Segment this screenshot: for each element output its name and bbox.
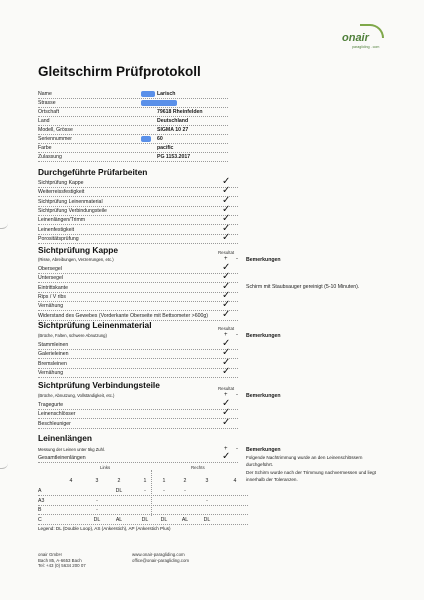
- footer-right-line: www.onair-paragliding.com: [132, 552, 185, 557]
- kappe-item: Rips / V ribs: [38, 293, 66, 300]
- grid-rule: [38, 495, 248, 496]
- verbindung-rule: [38, 428, 238, 429]
- durchgef-rule: [38, 187, 238, 188]
- grid-col-header: 2: [183, 478, 187, 484]
- leinen-item: Vernähung: [38, 369, 64, 376]
- kappe-item: Widerstand des Gewebes (Vorderkante Oberseite mit Bettsometer >600g): [38, 312, 208, 319]
- punch-mark-bottom: [0, 462, 8, 469]
- verbindung-item: Tragegurte: [38, 402, 64, 408]
- check-icon: ✓: [222, 262, 231, 273]
- redacted-name-mark: [141, 91, 155, 97]
- check-icon: ✓: [222, 176, 231, 187]
- laengen-row-rule: [38, 462, 238, 463]
- kappe-heading: Sichtprüfung Kappe: [38, 245, 119, 255]
- durchgef-rule: [38, 224, 238, 225]
- footer-left-line: Tel: +43 (0) 5634 200 07: [38, 563, 86, 569]
- logo-tagline: paragliding . com: [352, 45, 380, 49]
- info-rule: [38, 161, 228, 162]
- durchgef-item: Leinenfestigkeit: [38, 226, 75, 233]
- redacted-serial-mark: [141, 136, 151, 142]
- laengen-note-line: Folgende Nachtrimmung wurde an den Leinenschlössern: [246, 455, 363, 460]
- check-icon: ✓: [222, 407, 231, 419]
- footer-left-line: onair GmbH: [38, 552, 62, 557]
- grid-cell: AL: [181, 516, 189, 523]
- durchgef-item: Sichtprüfung Verbindungsteile: [38, 207, 107, 214]
- grid-cell: DL: [93, 516, 101, 523]
- leinen-sub: (Brüche, Falten, schwere Abnutzung): [38, 333, 107, 338]
- kappe-bemerkungen: Bemerkungen: [246, 257, 281, 263]
- redacted-street-mark: [141, 100, 177, 106]
- grid-col-header: 3: [95, 478, 99, 484]
- kappe-minus: -: [236, 256, 238, 262]
- laengen-bemerkungen: Bemerkungen: [246, 447, 281, 453]
- laengen-note-line: Der Schirm wurde nach der Trimmung nachvermessen und liegt: [246, 469, 376, 475]
- info-value: 79618 Rheinfelden: [157, 109, 203, 115]
- leinen-rule: [38, 358, 238, 359]
- legend: Legend: DL (Double Loop), AS (Ankerstich), AP (Ankerstich Plus): [38, 526, 171, 531]
- kappe-rule: [38, 310, 238, 311]
- check-icon: ✓: [222, 338, 231, 349]
- grid-row-label: C: [38, 516, 42, 523]
- info-value: PG 1153.2017: [157, 154, 191, 160]
- footer-left-line: Bach 85, A-6653 Bach: [38, 557, 82, 563]
- grid-cell: DL: [115, 488, 123, 494]
- verbindung-sub: (Brüche, Abnutzung, Vollständigkeit, etc.): [38, 393, 115, 398]
- leinen-item: Stammleinen: [38, 342, 69, 348]
- info-rule: [38, 107, 228, 108]
- grid-cell: DL: [141, 516, 149, 523]
- info-rule: [38, 143, 228, 144]
- grid-row-label: B: [38, 507, 42, 513]
- check-icon: ✓: [222, 222, 231, 234]
- grid-cell: -: [206, 497, 208, 504]
- grid-cell: -: [163, 488, 165, 494]
- links-label: Links: [100, 465, 111, 470]
- check-icon: ✓: [222, 231, 231, 243]
- onair-logo: [342, 24, 392, 50]
- laengen-note-line: durchgeführt.: [246, 462, 274, 468]
- leinen-item: Bremsleinen: [38, 360, 67, 367]
- grid-col-header: 2: [117, 478, 121, 484]
- verbindung-rule: [38, 409, 238, 410]
- grid-col-header: 1: [162, 478, 166, 484]
- laengen-note-line: innerhalb der Toleranzen.: [246, 477, 298, 483]
- durchgef-item: Leinenlängen/Trimm: [38, 217, 86, 224]
- leinen-rule: [38, 349, 238, 350]
- laengen-check-icon: ✓: [222, 451, 231, 462]
- check-icon: ✓: [222, 213, 231, 225]
- kappe-note: Schirm mit Staubsauger gereinigt (5-10 Minuten).: [246, 284, 360, 290]
- info-label: Seriennummer: [38, 136, 73, 142]
- check-icon: ✓: [222, 347, 231, 359]
- check-icon: ✓: [222, 398, 231, 409]
- info-value: Larisch: [157, 91, 176, 97]
- verbindung-item: Beschleuniger: [38, 420, 71, 427]
- grid-cell: DL: [160, 516, 168, 523]
- check-icon: ✓: [222, 185, 231, 197]
- info-value: SIGMA 10 27: [157, 127, 189, 133]
- laengen-minus: -: [236, 446, 238, 452]
- durchgef-rule: [38, 243, 238, 244]
- info-value: pacific: [157, 145, 174, 151]
- rechts-label: Rechts: [191, 465, 205, 470]
- grid-col-header: 4: [233, 478, 237, 484]
- info-label: Farbe: [38, 145, 52, 151]
- grid-cell: AL: [115, 516, 123, 523]
- kappe-plus: +: [224, 256, 228, 262]
- kappe-rule: [38, 282, 238, 283]
- laengen-heading: Leinenlängen: [38, 433, 92, 443]
- grid-rule: [38, 505, 248, 506]
- info-label: Strasse: [38, 100, 56, 106]
- info-label: Zulassung: [38, 154, 62, 160]
- check-icon: ✓: [222, 280, 231, 292]
- durchgef-item: Porositätsprüfung: [38, 235, 79, 242]
- check-icon: ✓: [222, 203, 231, 215]
- check-icon: ✓: [222, 194, 231, 206]
- info-label: Land: [38, 118, 50, 124]
- kappe-item: Untersegel: [38, 275, 64, 282]
- page-title: Gleitschirm Prüfprotokoll: [38, 64, 201, 79]
- grid-cell: -: [96, 507, 98, 513]
- grid-col-header: 3: [205, 478, 209, 484]
- check-icon: ✓: [222, 356, 231, 368]
- verbindung-minus: -: [236, 392, 238, 398]
- punch-mark-top: [0, 222, 8, 229]
- leinen-bemerkungen: Bemerkungen: [246, 333, 281, 339]
- grid-cell: -: [96, 497, 98, 504]
- grid-cell: -: [184, 488, 186, 494]
- durchgef-rule: [38, 206, 238, 207]
- durchgef-item: Weiterreissfestigkeit: [38, 189, 85, 196]
- info-label: Modell, Grösse: [38, 127, 73, 133]
- leinen-minus: -: [236, 332, 238, 338]
- info-rule: [38, 98, 228, 99]
- logo-text: onair: [342, 32, 369, 44]
- kappe-sub: (Risse, Abreibungen, Verzerrungen, etc.): [38, 257, 114, 262]
- verbindung-bemerkungen: Bemerkungen: [246, 393, 281, 399]
- kappe-rule: [38, 273, 238, 274]
- footer-right-line: office@onair-paragliding.com: [132, 557, 190, 563]
- grid-row-label: A3: [38, 497, 45, 504]
- info-value: 60: [157, 136, 163, 142]
- durchgef-rule: [38, 196, 238, 197]
- leinen-rule: [38, 377, 238, 378]
- verbindung-rule: [38, 418, 238, 419]
- kappe-resultat: Resultat: [218, 250, 235, 255]
- grid-rule: [38, 524, 248, 525]
- leinen-heading: Sichtprüfung Leinenmaterial: [38, 320, 152, 330]
- durchgef-rule: [38, 234, 238, 235]
- kappe-rule: [38, 292, 238, 293]
- check-icon: ✓: [222, 416, 231, 428]
- grid-row-label: A: [38, 488, 42, 494]
- leinen-plus: +: [224, 332, 228, 338]
- info-rule: [38, 125, 228, 126]
- grid-rule: [38, 514, 248, 515]
- kappe-item: Obersegel: [38, 266, 62, 272]
- check-icon: ✓: [222, 308, 231, 320]
- info-label: Name: [38, 91, 52, 97]
- kappe-rule: [38, 301, 238, 302]
- kappe-item: Vernähung: [38, 303, 64, 310]
- durchgef-item: Sichtprüfung Leinenmaterial: [38, 198, 103, 205]
- check-icon: ✓: [222, 299, 231, 311]
- laengen-row-label: Gesamtleinenlängen: [38, 455, 86, 461]
- check-icon: ✓: [222, 271, 231, 283]
- leinen-resultat: Resultat: [218, 326, 235, 331]
- durchgef-rule: [38, 215, 238, 216]
- verbindung-heading: Sichtprüfung Verbindungsteile: [38, 380, 160, 390]
- kappe-rule: [38, 320, 238, 321]
- grid-col-header: 1: [143, 478, 147, 484]
- laengen-plus: +: [224, 446, 228, 452]
- check-icon: ✓: [222, 365, 231, 377]
- grid-cell: DL: [203, 516, 211, 523]
- verbindung-resultat: Resultat: [218, 386, 235, 391]
- grid-col-header: 4: [69, 478, 73, 484]
- info-value: Deutschland: [157, 118, 189, 124]
- laengen-sub: Messung der Leinen unter 5kg Zuhl.: [38, 447, 106, 452]
- durchgef-heading: Durchgeführte Prüfarbeiten: [38, 167, 148, 177]
- check-icon: ✓: [222, 289, 231, 301]
- info-rule: [38, 116, 228, 117]
- info-rule: [38, 134, 228, 135]
- info-label: Ortschaft: [38, 109, 60, 115]
- kappe-item: Eintrittskante: [38, 284, 68, 291]
- verbindung-plus: +: [224, 392, 228, 398]
- leinen-item: Galerieleinen: [38, 351, 69, 358]
- info-rule: [38, 152, 228, 153]
- durchgef-item: Sichtprüfung Kappe: [38, 180, 84, 186]
- grid-cell: -: [144, 488, 146, 494]
- leinen-rule: [38, 368, 238, 369]
- verbindung-item: Leinenschlösser: [38, 411, 76, 418]
